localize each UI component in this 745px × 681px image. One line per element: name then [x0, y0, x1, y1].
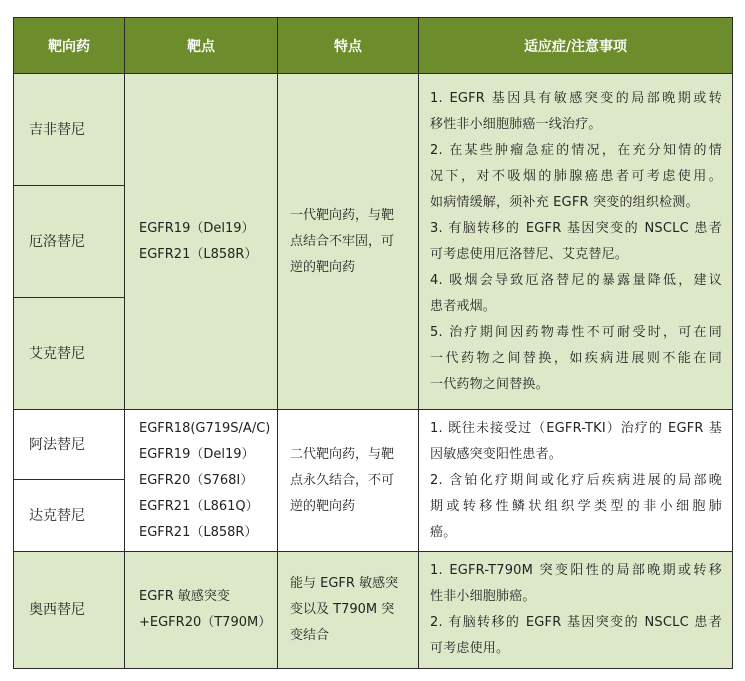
target-line: EGFR19（Del19）: [139, 220, 255, 236]
feature-line: 逆的靶向药: [290, 259, 356, 275]
feature-line: 点结合不牢固，可: [290, 233, 395, 249]
target-line: EGFR20（S768I）: [139, 472, 254, 488]
header-target: 靶点: [125, 18, 278, 74]
drug-name: 艾克替尼: [14, 298, 125, 410]
header-row: [14, 18, 733, 74]
note-line: 1. EGFR-T790M 突变阳性的局部晚期或转移: [430, 563, 722, 578]
feature-line: 变结合: [290, 628, 330, 643]
header-drug: 靶向药: [14, 18, 125, 74]
egfr-drug-table: [13, 17, 733, 669]
drug-name: 厄洛替尼: [14, 186, 125, 298]
feature-line: 逆的靶向药: [290, 498, 356, 514]
note-line: 1. EGFR 基因具有敏感突变的局部晚期或转: [430, 90, 722, 106]
table-row: [14, 410, 733, 480]
indication-cell: [419, 74, 733, 410]
target-line: +EGFR20（T790M）: [139, 615, 272, 630]
feature-cell: [278, 74, 419, 410]
target-line: EGFR21（L861Q）: [139, 498, 259, 514]
drug-name: 阿法替尼: [14, 410, 125, 480]
note-line: 2. 有脑转移的 EGFR 基因突变的 NSCLC 患者: [430, 615, 722, 630]
target-line: EGFR18(G719S/A/C): [139, 420, 271, 436]
note-line: 况下，对不吸烟的肺腺癌患者可考虑使用。: [430, 168, 722, 184]
feature-cell: [278, 410, 419, 552]
target-line: EGFR21（L858R）: [139, 524, 258, 540]
note-line: 移性非小细胞肺癌一线治疗。: [430, 116, 602, 132]
target-line: EGFR 敏感突变: [139, 589, 230, 604]
header-feature: 特点: [278, 18, 419, 74]
note-line: 癌。: [430, 524, 457, 540]
target-line: EGFR21（L858R）: [139, 246, 258, 262]
feature-line: 点永久结合，不可: [290, 472, 395, 488]
note-line: 2. 含铂化疗期间或化疗后疾病进展的局部晚: [430, 472, 722, 488]
note-line: 3. 有脑转移的 EGFR 基因突变的 NSCLC 患者: [430, 220, 722, 236]
drug-name: 达克替尼: [14, 480, 125, 552]
header-indication: 适应症/注意事项: [419, 18, 733, 74]
note-line: 因敏感突变阳性患者。: [430, 446, 563, 462]
drug-name: 吉非替尼: [14, 74, 125, 186]
target-cell: [125, 410, 278, 552]
indication-cell: [419, 552, 733, 669]
table-row: [14, 552, 733, 669]
feature-cell: [278, 552, 419, 669]
note-line: 可考虑使用。: [430, 641, 510, 656]
feature-line: 能与 EGFR 敏感突: [290, 576, 399, 591]
target-cell: [125, 74, 278, 410]
note-line: 2. 在某些肿瘤急症的情况，在充分知情的情: [430, 142, 722, 158]
note-line: 一代药物之间替换，如疾病进展则不能在同: [430, 350, 722, 366]
feature-line: 一代靶向药，与靶: [290, 207, 395, 223]
table-row: [14, 74, 733, 186]
note-line: 4. 吸烟会导致厄洛替尼的暴露量降低，建议: [430, 272, 722, 288]
indication-cell: [419, 410, 733, 552]
note-line: 5. 治疗期间因药物毒性不可耐受时，可在同: [430, 324, 722, 340]
target-cell: [125, 552, 278, 669]
note-line: 如病情缓解，须补充 EGFR 突变的组织检测。: [430, 194, 699, 210]
note-line: 性非小细胞肺癌。: [430, 589, 536, 604]
drug-name: 奥西替尼: [14, 552, 125, 669]
note-line: 期或转移性鳞状组织学类型的非小细胞肺: [430, 498, 722, 514]
note-line: 可考虑使用厄洛替尼、艾克替尼。: [430, 246, 629, 262]
note-line: 患者戒烟。: [430, 298, 497, 314]
feature-line: 二代靶向药，与靶: [290, 446, 395, 462]
note-line: 1. 既往未接受过（EGFR-TKI）治疗的 EGFR 基: [430, 420, 722, 436]
note-line: 一代药物之间替换。: [430, 376, 549, 392]
target-line: EGFR19（Del19）: [139, 446, 255, 462]
feature-line: 变以及 T790M 突: [290, 602, 395, 617]
